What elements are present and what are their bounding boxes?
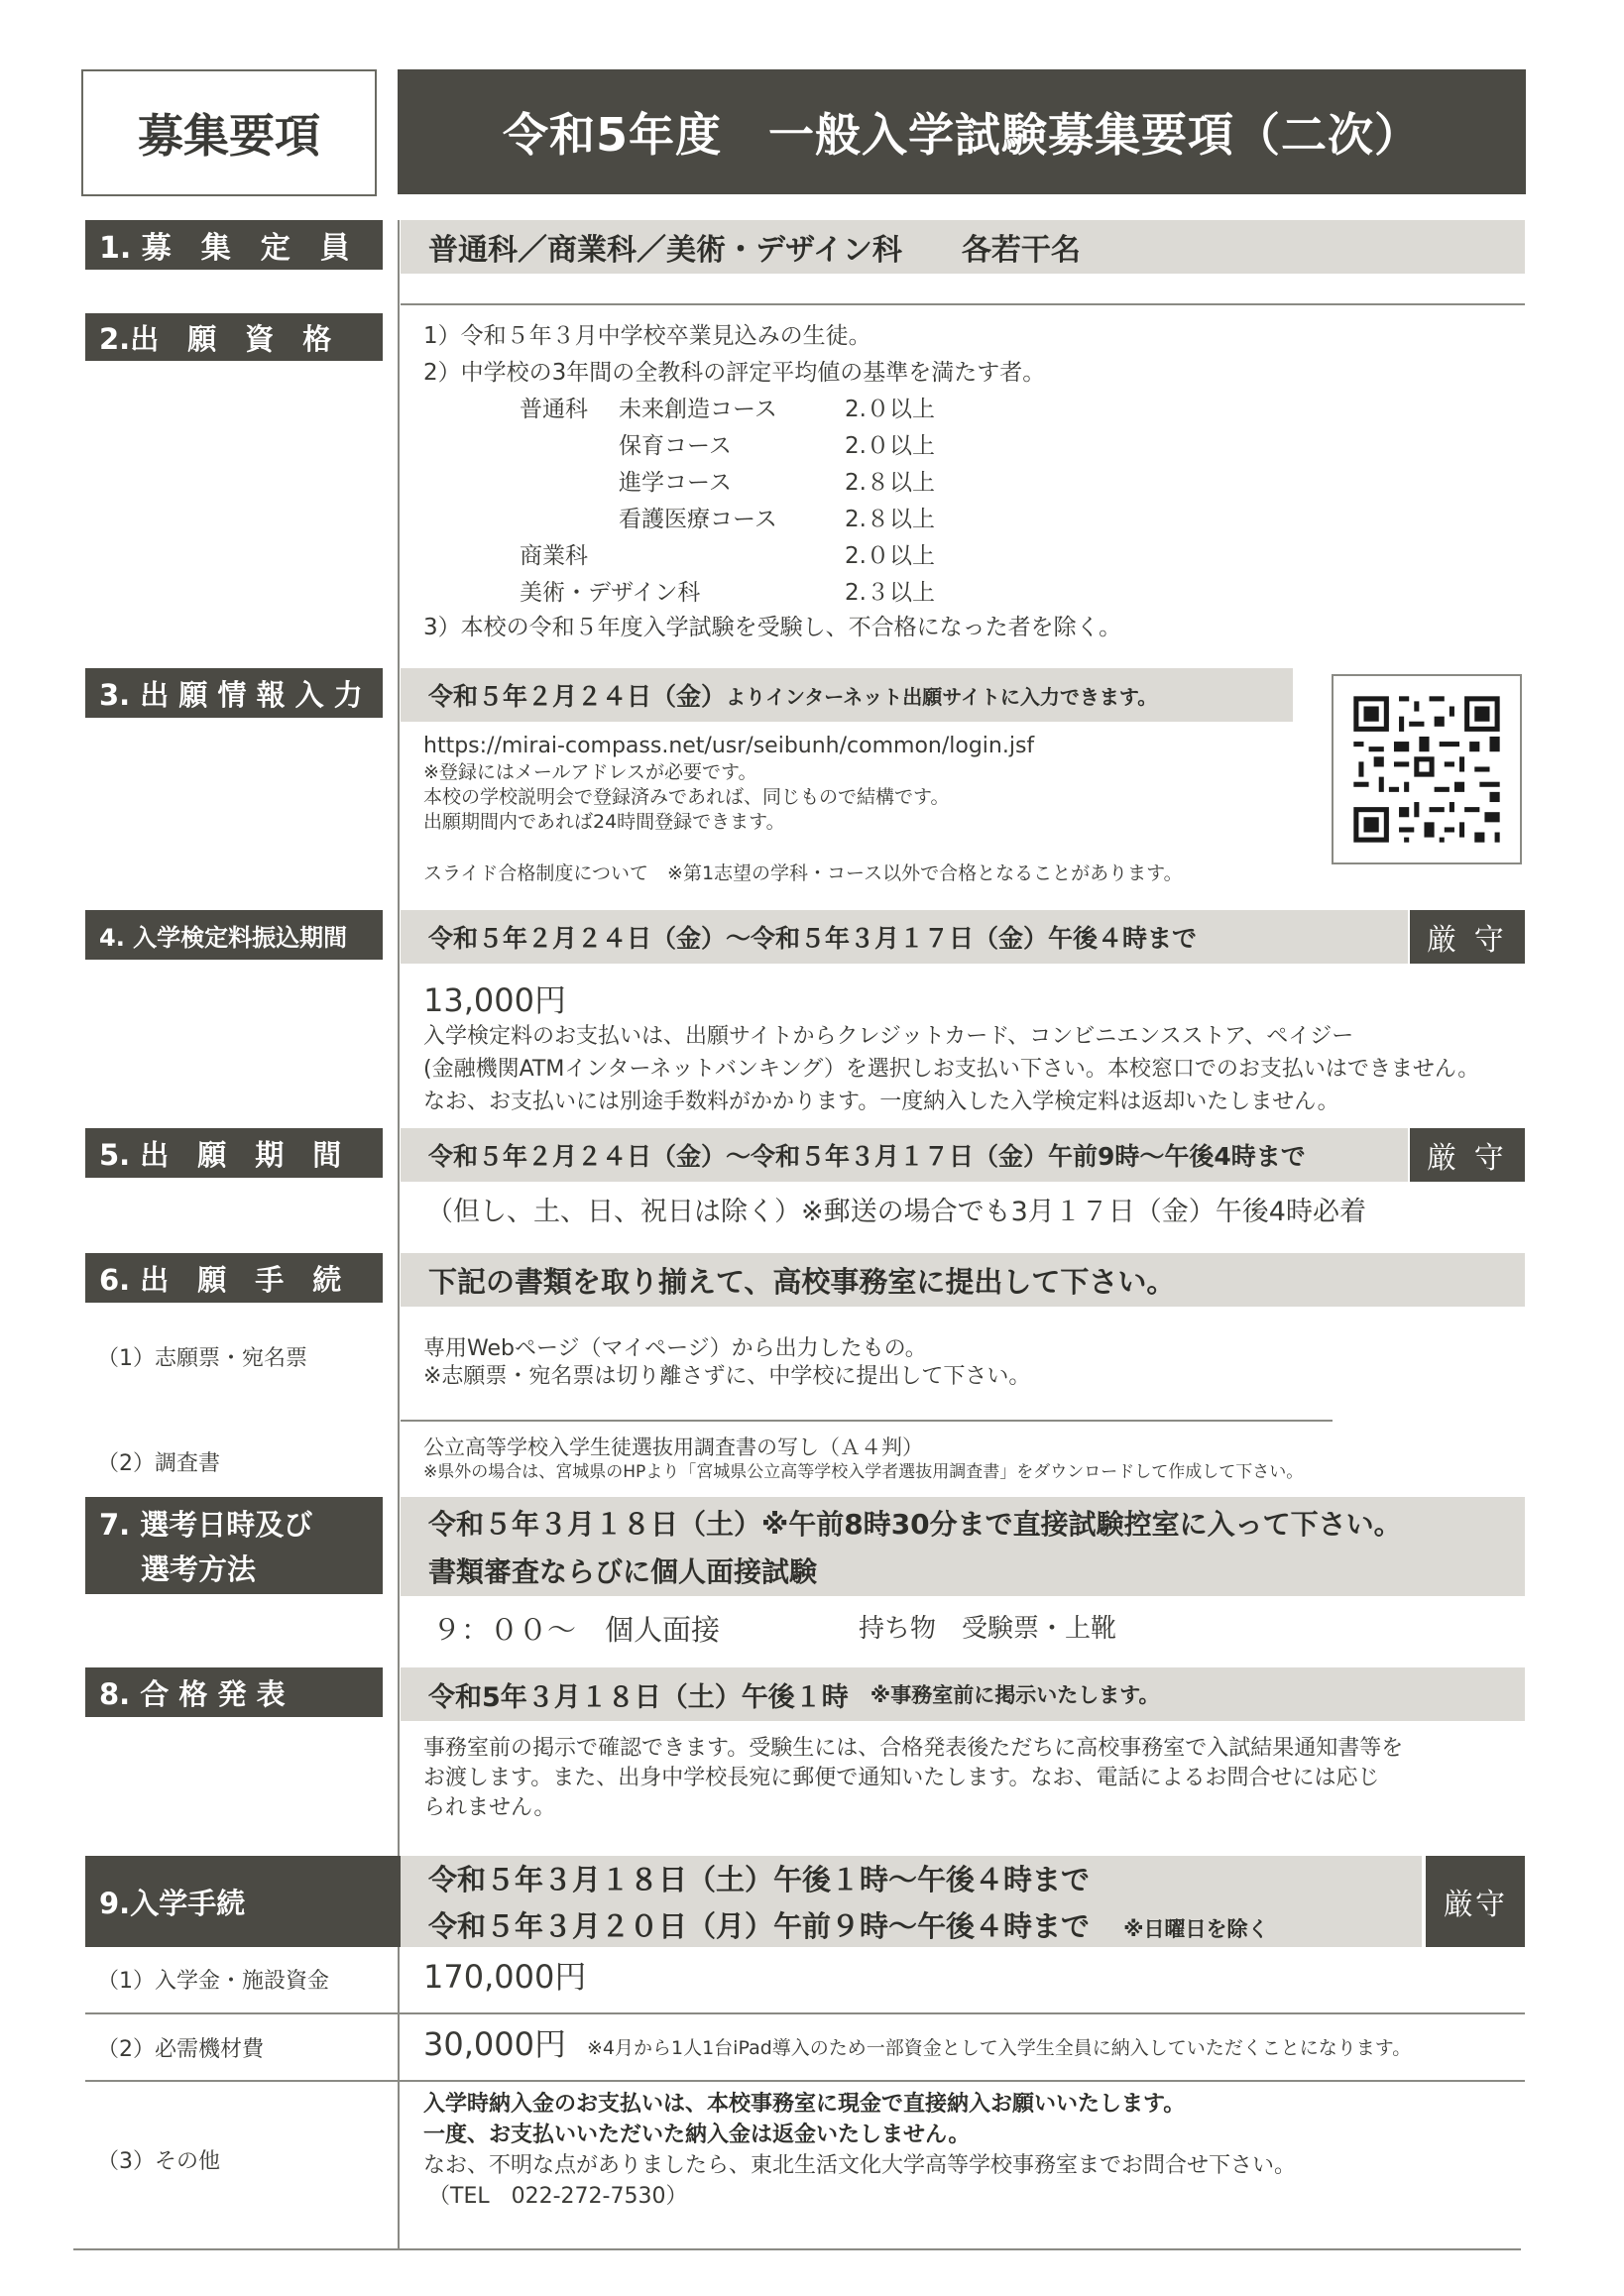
fee-2-label: （2）必需機材費 — [97, 2037, 264, 2062]
section-tag: 募集要項 — [81, 69, 377, 196]
result-date: 令和5年３月１８日（土）午後１時 — [428, 1681, 849, 1713]
divider — [401, 1420, 1333, 1422]
other-text-3: なお、不明な点がありましたら、東北生活文化大学高等学校事務室までお問合せ下さい。 — [423, 2153, 1297, 2178]
section-4-label: 4. 入学検定料振込期間 — [85, 910, 383, 960]
section-5-period: 令和５年２月２４日（金）～令和５年３月１７日（金）午前9時～午後4時まで — [401, 1128, 1408, 1182]
procedure-date-2: 令和５年３月２０日（月）午前９時～午後４時まで — [428, 1909, 1091, 1943]
fee-1-amount: 170,000円 — [423, 1958, 587, 1996]
document-2-text-2: ※県外の場合は、宮城県のHPより「宮城県公立高等学校入学者選抜用調査書」をダウンロードして作成して下さい。 — [423, 1462, 1304, 1482]
strict-badge: 厳 守 — [1410, 910, 1525, 964]
section-7-label-line-1: 7. 選考日時及び — [99, 1508, 313, 1542]
section-9-label: 9.入学手続 — [85, 1856, 401, 1947]
document-2-label: （2）調査書 — [97, 1451, 220, 1476]
section-8-label: 8. 合 格 発 表 — [85, 1667, 383, 1717]
procedure-date-1: 令和５年３月１８日（土）午後１時～午後４時まで — [428, 1863, 1091, 1896]
application-period-note: （但し、土、日、祝日は除く）※郵送の場合でも3月１７日（金）午後4時必着 — [426, 1197, 1366, 1227]
exam-method-line: 書類審査ならびに個人面接試験 — [428, 1555, 818, 1588]
fee-2-note: ※4月から1人1台iPad導入のため一部資金として入学生全員に納入していただくことになります。 — [587, 2037, 1412, 2059]
exam-fee-text-3: なお、お支払いには別途手数料がかかります。一度納入した入学検定料は返却いたしません。 — [423, 1090, 1339, 1114]
result-text-2: お渡します。また、出身中学校長宛に郵便で通知いたします。なお、電話によるお問合せには応じ — [423, 1766, 1380, 1790]
grade-value: 2.８以上 — [845, 470, 935, 496]
section-9-content — [401, 1856, 1422, 1947]
document-1-text-1: 専用Webページ（マイページ）から出力したもの。 — [423, 1336, 927, 1361]
result-text-3: られません。 — [423, 1795, 556, 1820]
application-url[interactable]: https://mirai-compass.net/usr/seibunh/common/login.jsf — [423, 734, 1035, 758]
contact-phone: （TEL 022-272-7530） — [428, 2184, 688, 2209]
application-note-2: 本校の学校説明会で登録済みであれば、同じもので結構です。 — [423, 786, 950, 808]
section-2-label: 2.出 願 資 格 — [85, 313, 383, 361]
exam-fee-text-2: (金融機関ATMインターネットバンキング）を選択しお支払い下さい。本校窓口でのお支払いはできません。 — [423, 1057, 1480, 1082]
section-1-label: 1. 募 集 定 員 — [85, 220, 383, 270]
sunday-excluded-note: ※日曜日を除く — [1123, 1917, 1269, 1941]
slide-pass-note: スライド合格制度について ※第1志望の学科・コース以外で合格となることがあります。 — [423, 862, 1183, 884]
qr-code[interactable] — [1332, 674, 1522, 864]
section-3-date: 令和５年２月２４日（金） — [428, 682, 727, 711]
document-1-label: （1）志願票・宛名票 — [97, 1346, 307, 1371]
divider — [85, 2080, 1525, 2082]
exam-fee-text-1: 入学検定料のお支払いは、出願サイトからクレジットカード、コンビニエンスストア、ペイジー — [423, 1024, 1354, 1049]
result-text-1: 事務室前の掲示で確認できます。受験生には、合格発表後ただちに高校事務室で入試結果通知書等を — [423, 1736, 1404, 1761]
grade-value: 2.０以上 — [845, 397, 935, 422]
qualification-line-3: 3）本校の令和５年度入学試験を受験し、不合格になった者を除く。 — [423, 615, 1122, 640]
grade-dept: 美術・デザイン科 — [520, 580, 701, 606]
strict-badge: 厳守 — [1426, 1856, 1525, 1947]
section-6-label: 6. 出 願 手 続 — [85, 1253, 383, 1303]
grade-value: 2.０以上 — [845, 433, 935, 459]
exam-fee-amount: 13,000円 — [423, 981, 566, 1019]
document-2-text-1: 公立高等学校入学生徒選抜用調査書の写し（Ａ４判） — [423, 1435, 923, 1459]
grade-value: 2.０以上 — [845, 543, 935, 569]
belongings: 持ち物 受験票・上靴 — [859, 1614, 1117, 1644]
other-text-1: 入学時納入金のお支払いは、本校事務室に現金で直接納入お願いいたします。 — [423, 2092, 1186, 2117]
exam-date-line: 令和５年３月１８日（土）※午前8時30分まで直接試験控室に入って下さい。 — [428, 1508, 1402, 1541]
other-label: （3）その他 — [97, 2149, 220, 2174]
other-text-2: 一度、お支払いいただいた納入金は返金いたしません。 — [423, 2123, 971, 2147]
grade-value: 2.８以上 — [845, 507, 935, 532]
section-3-label: 3. 出 願 情 報 入 力 — [85, 668, 383, 718]
section-7-label — [85, 1497, 383, 1594]
bottom-rule — [73, 2248, 1521, 2250]
interview-time: ９：００～ 個人面接 — [432, 1613, 721, 1647]
grade-course: 保育コース — [619, 433, 732, 459]
section-7-label-line-2: 選考方法 — [141, 1552, 257, 1586]
section-8-band — [401, 1667, 1525, 1721]
section-5-label: 5. 出 願 期 間 — [85, 1128, 383, 1178]
section-4-period: 令和５年２月２４日（金）～令和５年３月１７日（金）午後４時まで — [401, 910, 1408, 964]
divider — [401, 303, 1525, 305]
section-1-content: 普通科／商業科／美術・デザイン科 各若干名 — [401, 220, 1525, 274]
strict-badge: 厳 守 — [1410, 1128, 1525, 1182]
grade-dept: 商業科 — [520, 543, 588, 569]
divider — [85, 2012, 1525, 2014]
application-note-1: ※登録にはメールアドレスが必要です。 — [423, 761, 757, 783]
section-3-date-suffix: よりインターネット出願サイトに入力できます。 — [726, 684, 1158, 709]
grade-value: 2.３以上 — [845, 580, 935, 606]
result-note: ※事務室前に掲示いたします。 — [870, 1683, 1160, 1707]
grade-dept: 普通科 — [520, 397, 588, 422]
section-7-content — [401, 1497, 1525, 1596]
fee-2-amount: 30,000円 — [423, 2025, 566, 2063]
application-note-3: 出願期間内であれば24時間登録できます。 — [423, 811, 785, 833]
document-1-text-2: ※志願票・宛名票は切り離さずに、中学校に提出して下さい。 — [423, 1364, 1031, 1389]
fee-1-label: （1）入学金・施設資金 — [97, 1969, 329, 1994]
section-6-content: 下記の書類を取り揃えて、高校事務室に提出して下さい。 — [401, 1253, 1525, 1307]
section-3-band — [401, 668, 1293, 722]
procedure-date-2-row — [428, 1904, 1269, 1945]
qualification-line-2: 2）中学校の3年間の全教科の評定平均値の基準を満たす者。 — [423, 360, 1046, 386]
grade-course: 進学コース — [619, 470, 732, 496]
grade-course: 看護医療コース — [619, 507, 777, 532]
grade-course: 未来創造コース — [619, 397, 777, 422]
page-title: 令和5年度 一般入学試験募集要項（二次） — [398, 69, 1526, 194]
qualification-line-1: 1）令和５年３月中学校卒業見込みの生徒。 — [423, 323, 871, 349]
